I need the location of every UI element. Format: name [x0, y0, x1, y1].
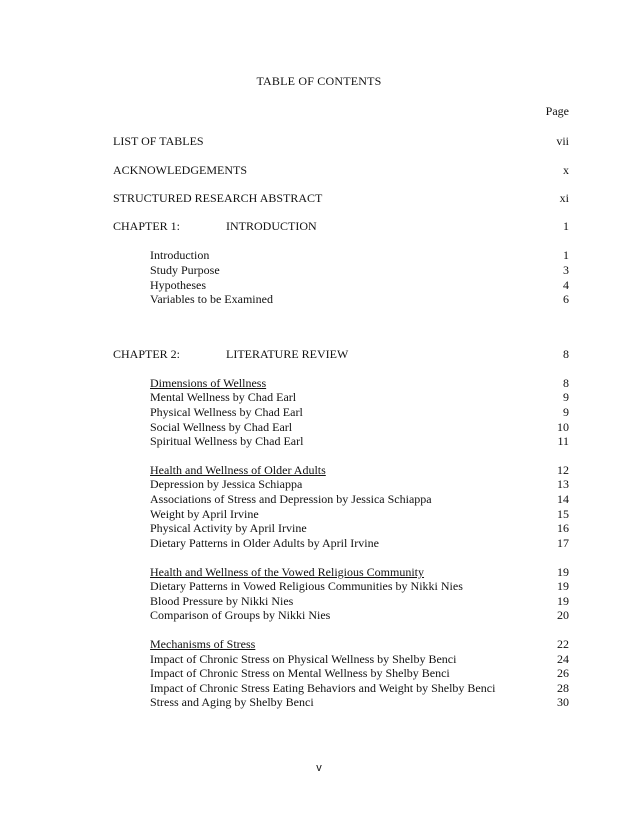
toc-entry-list-of-tables	[113, 133, 569, 149]
page-column-header: Page	[545, 104, 569, 118]
toc-subentry	[150, 434, 569, 449]
toc-subentry	[150, 263, 569, 278]
toc-subentry	[150, 521, 569, 536]
toc-entry-label: Mental Wellness by Chad Earl	[150, 390, 297, 404]
toc-subentry	[150, 666, 569, 681]
toc-entry-page: x	[563, 163, 569, 177]
toc-entry-page: 6	[563, 292, 569, 306]
chapter-label: CHAPTER 1:	[113, 219, 181, 233]
section-heading-label: Health and Wellness of the Vowed Religious Community	[150, 565, 425, 579]
toc-entry-page: xi	[559, 191, 569, 205]
toc-entry-page: 16	[557, 521, 569, 535]
toc-entry-acknowledgements	[113, 162, 569, 178]
toc-subentry	[150, 390, 569, 405]
toc-entry-label: Impact of Chronic Stress Eating Behaviors and Weight by Shelby Benci	[150, 681, 496, 695]
toc-subentry	[150, 248, 569, 263]
toc-entry-page: 1	[563, 248, 569, 262]
toc-entry-label: Impact of Chronic Stress on Mental Wellness by Shelby Benci	[150, 666, 450, 680]
toc-subentry	[150, 278, 569, 293]
chapter-title: INTRODUCTION	[226, 219, 317, 233]
toc-subentry	[150, 579, 569, 594]
toc-chapter-2	[113, 346, 569, 362]
page-title: TABLE OF CONTENTS	[256, 74, 382, 88]
toc-entry-page: 14	[557, 492, 569, 506]
toc-entry-page: 19	[557, 565, 569, 579]
toc-entry-label: Hypotheses	[150, 278, 206, 292]
toc-subentry	[150, 405, 569, 420]
toc-subentry	[150, 507, 569, 522]
toc-chapter-1	[113, 218, 569, 234]
section-heading-label: Mechanisms of Stress	[150, 637, 256, 651]
toc-entry-label: Impact of Chronic Stress on Physical Wellness by Shelby Benci	[150, 652, 457, 666]
toc-entry-page: 13	[557, 477, 569, 491]
toc-entry-page: 9	[563, 390, 569, 404]
toc-entry-label: Dietary Patterns in Older Adults by April Irvine	[150, 536, 379, 550]
toc-entry-page: 28	[557, 681, 569, 695]
toc-subentry	[150, 695, 569, 710]
section-heading-label: Dimensions of Wellness	[150, 376, 267, 390]
toc-entry-page: 15	[557, 507, 569, 521]
toc-entry-label: ACKNOWLEDGEMENTS	[113, 163, 247, 177]
toc-entry-label: Introduction	[150, 248, 210, 262]
toc-entry-page: 22	[557, 637, 569, 651]
toc-entry-page: 11	[557, 434, 569, 448]
toc-entry-page: 8	[563, 376, 569, 390]
toc-entry-page: 30	[557, 695, 569, 709]
toc-subentry	[150, 420, 569, 435]
chapter-title: LITERATURE REVIEW	[226, 347, 349, 361]
toc-entry-label: Blood Pressure by Nikki Nies	[150, 594, 294, 608]
toc-subentry	[150, 652, 569, 667]
section-heading-label: Health and Wellness of Older Adults	[150, 463, 326, 477]
toc-entry-label: STRUCTURED RESEARCH ABSTRACT	[113, 191, 323, 205]
toc-entry-page: 1	[563, 219, 569, 233]
toc-entry-abstract	[113, 190, 569, 206]
toc-entry-page: 20	[557, 608, 569, 622]
toc-entry-page: 10	[557, 420, 569, 434]
toc-entry-label: Study Purpose	[150, 263, 220, 277]
toc-subentry	[150, 536, 569, 551]
toc-entry-label: Stress and Aging by Shelby Benci	[150, 695, 314, 709]
toc-entry-label: Physical Activity by April Irvine	[150, 521, 307, 535]
toc-subentry	[150, 608, 569, 623]
toc-entry-page: 12	[557, 463, 569, 477]
toc-entry-label: Depression by Jessica Schiappa	[150, 477, 303, 491]
toc-entry-label: LIST OF TABLES	[113, 134, 204, 148]
page-number-footer: v	[316, 762, 322, 774]
toc-subentry	[150, 594, 569, 609]
toc-entry-page: 3	[563, 263, 569, 277]
toc-subentry	[150, 681, 569, 696]
toc-entry-label: Dietary Patterns in Vowed Religious Communities by Nikki Nies	[150, 579, 463, 593]
toc-entry-page: 9	[563, 405, 569, 419]
toc-entry-page: vii	[556, 134, 569, 148]
toc-entry-page: 4	[563, 278, 569, 292]
toc-subentry	[150, 492, 569, 507]
toc-entry-page: 19	[557, 579, 569, 593]
toc-entry-page: 19	[557, 594, 569, 608]
toc-entry-label: Social Wellness by Chad Earl	[150, 420, 293, 434]
toc-entry-label: Physical Wellness by Chad Earl	[150, 405, 303, 419]
toc-section-heading	[150, 637, 569, 652]
toc-entry-page: 8	[563, 347, 569, 361]
toc-entry-label: Weight by April Irvine	[150, 507, 259, 521]
toc-entry-label: Comparison of Groups by Nikki Nies	[150, 608, 331, 622]
toc-subentry	[150, 477, 569, 492]
toc-entry-page: 17	[557, 536, 569, 550]
toc-entry-page: 24	[557, 652, 569, 666]
toc-entry-label: Associations of Stress and Depression by Jessica Schiappa	[150, 492, 432, 506]
toc-section-heading	[150, 463, 569, 478]
toc-entry-page: 26	[557, 666, 569, 680]
toc-entry-label: Spiritual Wellness by Chad Earl	[150, 434, 304, 448]
chapter-label: CHAPTER 2:	[113, 347, 181, 361]
toc-entry-label: Variables to be Examined	[150, 292, 273, 306]
toc-section-heading	[150, 565, 569, 580]
toc-subentry	[150, 292, 569, 307]
toc-section-heading	[150, 376, 569, 391]
